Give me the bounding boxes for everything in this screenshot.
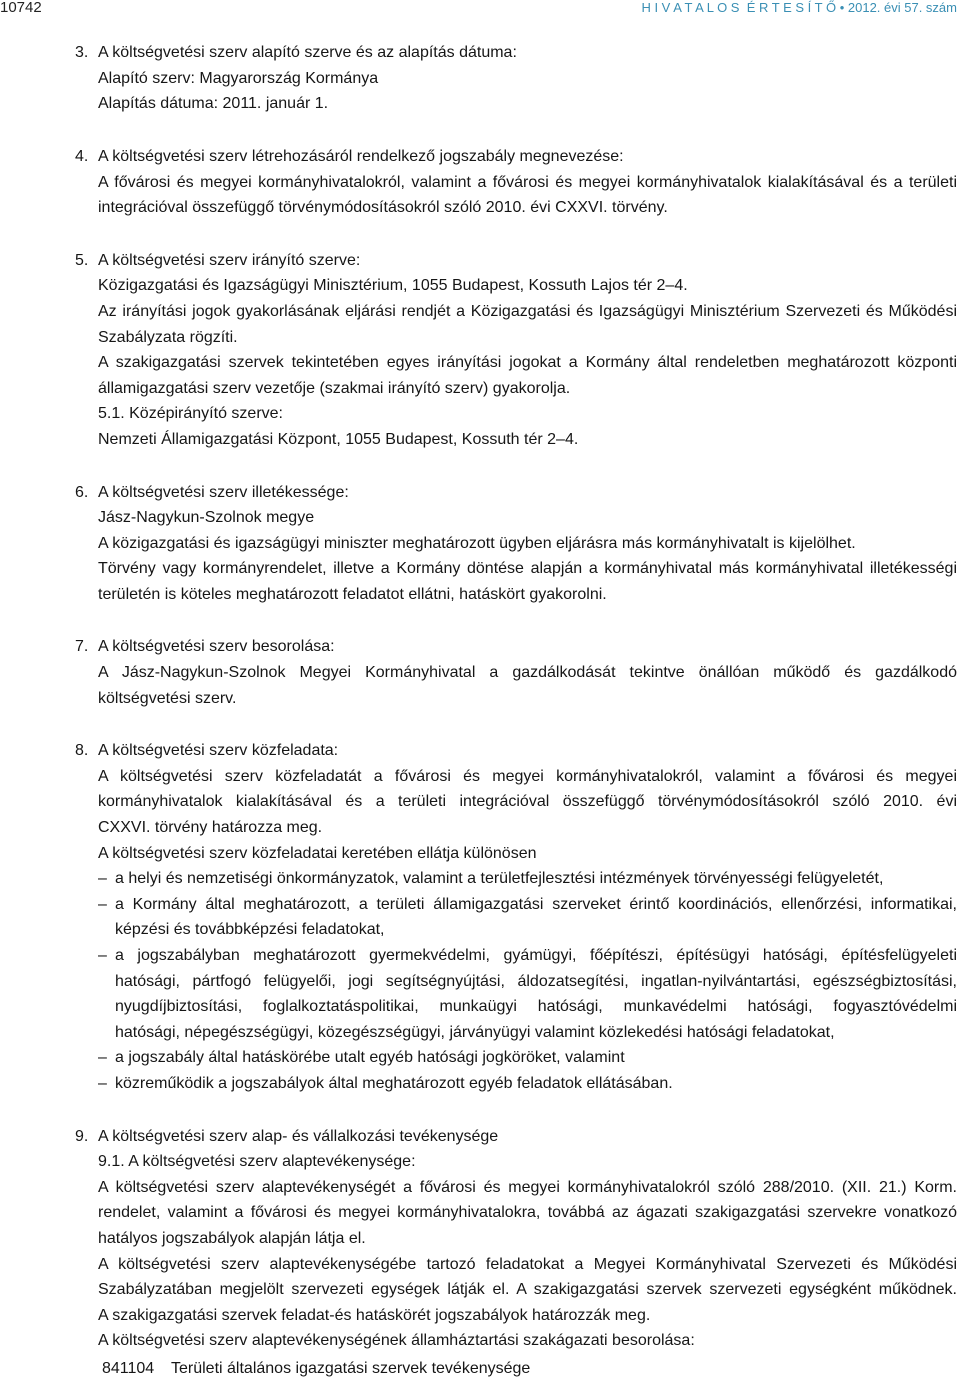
body-line: integrációval összefüggő törvénymódosításokról szóló 2010. évi CXXVI. törvény.	[98, 199, 668, 217]
list-item-text: közreműködik a jogszabályok által meghatározott egyéb feladatok ellátásában.	[115, 1074, 673, 1092]
body-line: A költségvetési szerv alaptevékenységének államháztartási szakágazati besorolása:	[98, 1332, 695, 1350]
section-number: 3.	[75, 44, 89, 62]
section-7	[0, 634, 960, 711]
body-line: A szakigazgatási szervek tekintetében egyes irányítási jogokat a Kormány által rendeletben meghatározott központi	[98, 354, 957, 372]
classification-row	[0, 1356, 957, 1382]
subsection-heading: 9.1. A költségvetési szerv alaptevékenysége:	[98, 1153, 416, 1171]
list-item-continuation: nyugdíjbiztosítási, foglalkoztatáspolitikai, munkaügyi hatósági, munkavédelmi hatósági, fogyasztóvédelmi	[115, 998, 957, 1016]
section-5	[0, 248, 960, 453]
list-item-text: a jogszabály által hatáskörébe utalt egyéb hatósági jogköröket, valamint	[115, 1049, 625, 1067]
body-line: Szabályzatában megjelölt szervezeti egységek látják el. A szakigazgatási szervek szervezeti egységként működnek.	[98, 1281, 957, 1299]
body-line: Jász-Nagykun-Szolnok megye	[98, 509, 315, 527]
classification-description: Területi általános igazgatási szervek tevékenysége	[171, 1359, 531, 1377]
separator-bullet: •	[839, 0, 845, 15]
body-line: A Jász-Nagykun-Szolnok Megyei Kormányhivatal a gazdálkodását tekintve önállóan működő és gazdálkodó	[98, 664, 957, 682]
section-title: A költségvetési szerv illetékessége:	[98, 483, 349, 501]
section-title: A költségvetési szerv besorolása:	[98, 638, 335, 656]
body-line: A költségvetési szerv alaptevékenységét a fővárosi és megyei kormányhivatalokról szóló 288/2010. (XII. 21.) Korm.	[98, 1178, 957, 1196]
body-line: A költségvetési szerv közfeladatát a fővárosi és megyei kormányhivatalokról, valamint a fővárosi és megyei	[98, 767, 957, 785]
section-title: A költségvetési szerv közfeladata:	[98, 742, 339, 760]
document-body	[0, 40, 960, 1381]
section-8	[0, 738, 960, 1096]
section-6	[0, 480, 960, 608]
body-line: hatályos jogszabályok alapján látja el.	[98, 1229, 366, 1247]
section-number: 8.	[75, 742, 89, 760]
body-line: A fővárosi és megyei kormányhivatalokról, valamint a fővárosi és megyei kormányhivatalok kialakításával és a területi	[98, 173, 957, 191]
body-line: Törvény vagy kormányrendelet, illetve a Kormány döntése alapján a kormányhivatal más kormányhivatal illetékességi	[98, 560, 957, 578]
subsection-heading: 5.1. Középirányító szerve:	[98, 405, 283, 423]
section-number: 5.	[75, 251, 89, 269]
body-line: területén is köteles meghatározott feladatot ellátni, hatáskört gyakorolni.	[98, 585, 607, 603]
publication-title: H I V A T A L O S É R T E S Í T Ő	[641, 0, 837, 15]
section-heading	[0, 738, 957, 764]
list-item-continuation: hatósági, pártfogó felügyelői, jogi segítségnyújtási, áldozatsegítési, ingatlan-nyilvántartási, egészségbiztosítási,	[115, 972, 957, 990]
body-line: Közigazgatási és Igazságügyi Minisztérium, 1055 Budapest, Kossuth Lajos tér 2–4.	[98, 277, 688, 295]
section-9	[0, 1124, 960, 1382]
section-number: 4.	[75, 147, 89, 165]
section-3	[0, 40, 960, 117]
body-line: A szakigazgatási szervek feladat-és hatáskörét jogszabályok határozzák meg.	[98, 1306, 651, 1324]
list-item	[0, 943, 957, 969]
publication-info	[641, 0, 957, 15]
body-line: Az irányítási jogok gyakorlásának eljárási rendjét a Közigazgatási és Igazságügyi Minisztérium Szervezeti és Működési	[98, 302, 957, 320]
section-number: 7.	[75, 638, 89, 656]
section-title: A költségvetési szerv irányító szerve:	[98, 251, 361, 269]
section-heading	[0, 144, 957, 170]
body-line: A költségvetési szerv alaptevékenységébe tartozó feladatokat a Megyei Kormányhivatal Szervezeti és Működési	[98, 1255, 957, 1273]
body-line: Alapítás dátuma: 2011. január 1.	[98, 95, 329, 113]
page-number: 10742	[0, 0, 42, 16]
section-title: A költségvetési szerv létrehozásáról rendelkező jogszabály megnevezése:	[98, 147, 624, 165]
section-title: A költségvetési szerv alapító szerve és az alapítás dátuma:	[98, 44, 517, 62]
body-line: Szabályzata rögzíti.	[98, 328, 238, 346]
body-line: A költségvetési szerv közfeladatai keretében ellátja különösen	[98, 844, 537, 862]
section-number: 9.	[75, 1127, 89, 1145]
list-item-continuation: képzési és továbbképzési feladatokat,	[115, 921, 385, 939]
dash-bullet: –	[98, 895, 107, 913]
section-heading	[0, 634, 957, 660]
section-heading	[0, 480, 957, 506]
dash-bullet: –	[98, 1049, 107, 1067]
body-line: kormányhivatalok kialakításával és a területi integrációval összefüggő törvénymódosításokról szóló 2010. évi	[98, 793, 957, 811]
list-item	[0, 1045, 957, 1071]
list-item	[0, 866, 957, 892]
section-heading	[0, 40, 957, 66]
section-number: 6.	[75, 483, 89, 501]
list-item-continuation: hatósági, népegészségügyi, közegészségügyi, járványügyi valamint közlekedési hatósági feladatokat,	[115, 1023, 835, 1041]
list-item-text: a jogszabályban meghatározott gyermekvédelmi, gyámügyi, főépítészi, építésügyi hatósági, építésfelügyeleti	[115, 947, 957, 964]
list-item	[0, 1071, 957, 1097]
section-4	[0, 144, 960, 221]
list-item-text: a helyi és nemzetiségi önkormányzatok, valamint a területfejlesztési intézmények törvényességi felügyeletét,	[115, 870, 884, 888]
dash-bullet: –	[98, 870, 107, 888]
issue-number: 2012. évi 57. szám	[847, 0, 957, 15]
list-item	[0, 892, 957, 918]
body-line: Alapító szerv: Magyarország Kormánya	[98, 69, 379, 87]
dash-bullet: –	[98, 1074, 107, 1092]
section-title: A költségvetési szerv alap- és vállalkozási tevékenysége	[98, 1127, 499, 1145]
dash-bullet: –	[98, 947, 107, 964]
body-line: államigazgatási szerv vezetője (szakmai irányító szerv) gyakorolja.	[98, 379, 571, 397]
classification-code: 841104	[102, 1359, 155, 1377]
section-heading	[0, 1124, 957, 1150]
body-line: költségvetési szerv.	[98, 689, 237, 707]
body-line: rendelet, valamint a fővárosi és megyei kormányhivatalokra, továbbá az ágazati szakigazgatási szervekre vonatkozó	[98, 1204, 957, 1222]
body-line: Nemzeti Államigazgatási Központ, 1055 Budapest, Kossuth tér 2–4.	[98, 430, 579, 448]
list-item-text: a Kormány által meghatározott, a területi államigazgatási szerveket érintő koordinációs, ellenőrzési, informatikai,	[115, 895, 957, 913]
section-heading	[0, 248, 957, 274]
body-line: A közigazgatási és igazságügyi miniszter meghatározott ügyben eljárásra más kormányhivatalt is kijelölhet.	[98, 534, 856, 552]
running-header	[0, 0, 957, 16]
body-line: CXXVI. törvény határozza meg.	[98, 819, 323, 837]
